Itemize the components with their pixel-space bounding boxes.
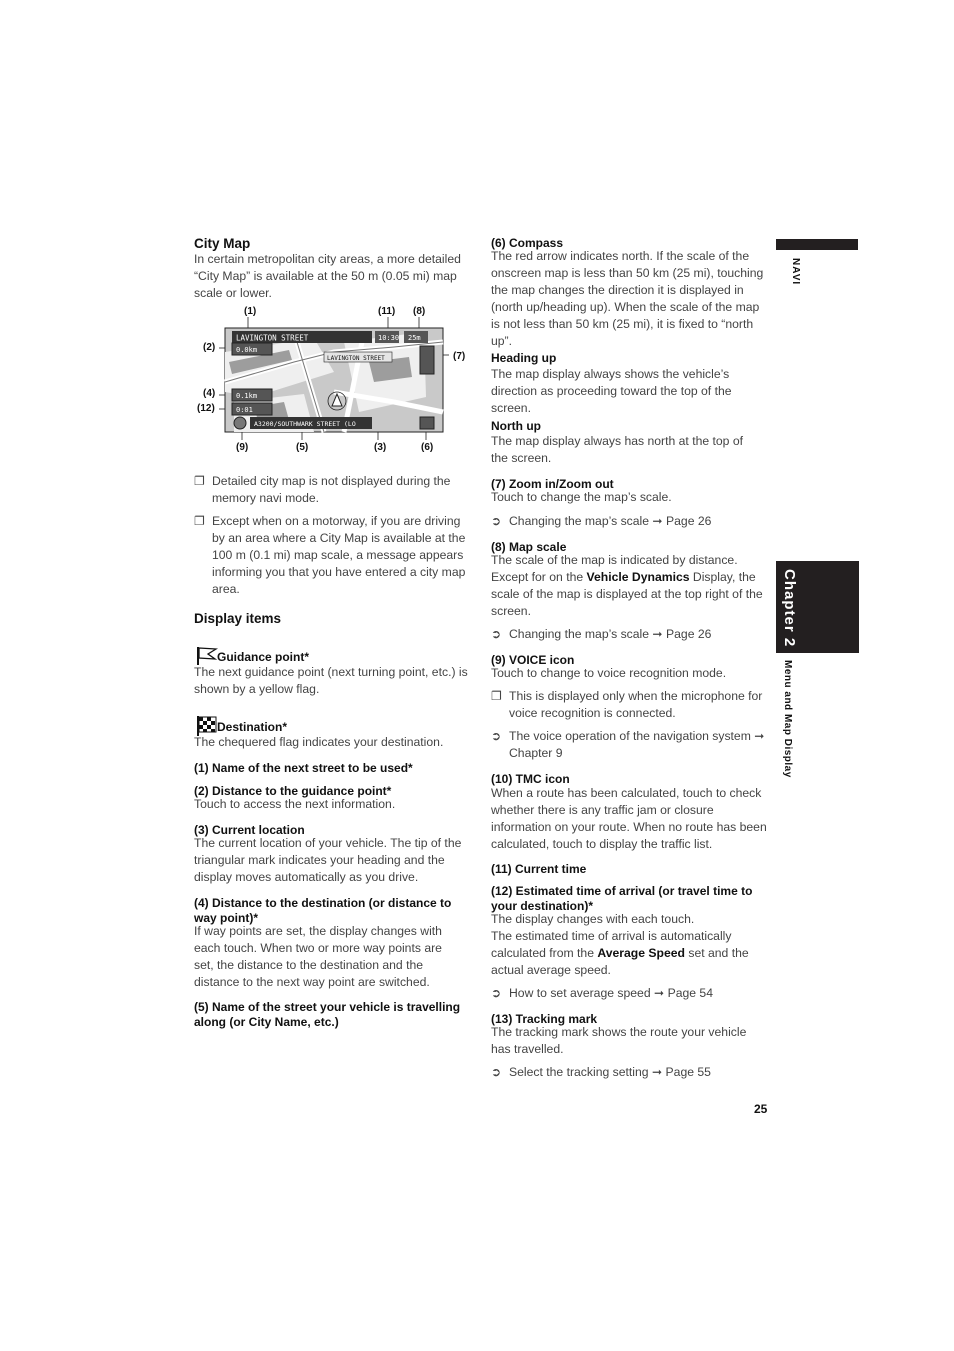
screen-scale: 25m [408,334,421,342]
item10-body: When a route has been calculated, touch to check whether there is any traffic jam or closure information on your route. When no route has been calculated, touch to display the traffic list. [491,786,767,851]
item8-reference-text: Changing the map’s scale ➞ Page 26 [509,627,712,641]
navi-label: NAVI [790,258,801,286]
destination-title: Destination* [217,720,288,734]
callout-5: (5) [296,442,309,453]
screen-street-top: LAVINGTON STREET [236,333,309,343]
item12-reference [491,985,767,1002]
item12-reference-text: How to set average speed ➞ Page 54 [509,986,713,1000]
item5-title: (5) Name of the street your vehicle is travelling along (or City Name, etc.) [194,1000,461,1029]
north-up-title: North up [491,419,541,433]
note-2 [194,513,468,598]
callout-4: (4) [203,388,216,399]
item13-reference-text: Select the tracking setting ➞ Page 55 [509,1065,711,1079]
callout-3: (3) [374,442,387,453]
item11-title: (11) Current time [491,862,587,876]
item10-title: (10) TMC icon [491,772,570,786]
note-1 [194,473,468,507]
callout-6: (6) [421,442,434,453]
item13-title: (13) Tracking mark [491,1012,598,1026]
heading-up-body: The map display always shows the vehicle’s direction as proceeding toward the top of the screen. [491,367,732,415]
item8-reference [491,626,767,643]
heading-up-title: Heading up [491,351,557,365]
guidance-point-title: Guidance point* [217,650,310,664]
item8-body-pre: The scale of the map is indicated by distance. Except for on the [491,553,738,584]
reference-arrow-icon: ➲ [491,986,502,1000]
vehicle-dynamics-term: Vehicle Dynamics [586,570,690,584]
display-items-heading: Display items [194,611,282,626]
item7-reference [491,513,767,530]
item9-note [491,688,767,722]
item9-reference [491,728,767,762]
average-speed-term: Average Speed [597,946,685,960]
reference-arrow-icon: ➲ [491,1065,502,1079]
chapter-tab [776,561,859,653]
item1-title: (1) Name of the next street to be used* [194,761,413,775]
item6-title: (6) Compass [491,236,564,250]
guidance-flag-icon [196,646,218,666]
item9-title: (9) VOICE icon [491,653,575,667]
item12-body2 [491,928,767,979]
item8-title: (8) Map scale [491,540,567,554]
screen-dist-guidance: 0.0km [236,346,258,354]
city-map-body: In certain metropolitan city areas, a more detailed “City Map” is available at the 50 m (0.05 mi) map scale or lower. [194,252,461,300]
reference-arrow-icon: ➲ [491,729,502,743]
callout-7: (7) [453,351,466,362]
item3-body: The current location of your vehicle. The tip of the triangular mark indicates your heading and the display moves automatically as you drive. [194,836,462,884]
callout-2: (2) [203,342,216,353]
screen-eta: 0:01 [236,406,253,414]
item9-reference-text: The voice operation of the navigation system ➞ Chapter 9 [509,729,765,760]
item8-body [491,552,767,620]
item9-note-text: This is displayed only when the microphone for voice recognition is connected. [509,689,763,720]
navi-tab-bar [776,239,858,250]
item12-body1: The display changes with each touch. [491,912,695,926]
guidance-point-body: The next guidance point (next turning point, etc.) is shown by a yellow flag. [194,665,468,696]
note-2-text: Except when on a motorway, if you are driving by an area where a City Map is available at the 100 m (0.1 mi) map scale, a message appears informing you that you have entered a city map area. [212,514,466,596]
note-box-icon: ❐ [194,514,205,528]
screen-dist-dest: 0.1km [236,392,258,400]
item13-body: The tracking mark shows the route your vehicle has travelled. [491,1025,747,1056]
note-box-icon: ❐ [491,689,502,703]
item13-reference [491,1064,767,1081]
chapter-label: Chapter 2 [781,569,798,648]
callout-1: (1) [244,306,257,317]
item3-title: (3) Current location [194,823,305,837]
item8-body-post: Display, the scale of the map is displayed at the top right of the screen. [491,570,763,618]
section-label: Menu and Map Display [782,660,793,778]
callout-12: (12) [197,403,215,414]
item2-body: Touch to access the next information. [194,797,396,811]
item7-title: (7) Zoom in/Zoom out [491,477,614,491]
callout-9: (9) [236,442,249,453]
city-map-heading: City Map [194,236,251,251]
item7-body: Touch to change the map’s scale. [491,490,672,504]
item12-body2-post: set and the actual average speed. [491,946,749,977]
callout-11: (11) [378,306,396,317]
item9-body: Touch to change to voice recognition mode. [491,666,727,680]
screen-bottom-street: A3200/SOUTHWARK STREET (LO [254,420,356,428]
city-map-figure [194,302,468,462]
item12-body2-pre: The estimated time of arrival is automatically calculated from the [491,929,732,960]
callout-8: (8) [413,306,426,317]
screen-time: 10:30 [378,334,400,342]
north-up-body: The map display always has north at the top of the screen. [491,434,744,465]
item4-body: If way points are set, the display changes with each touch. When two or more way points are set, the distance to the destination and the distance to the next way point are switched. [194,924,442,989]
reference-arrow-icon: ➲ [491,627,502,641]
note-1-text: Detailed city map is not displayed during the memory navi mode. [212,474,451,505]
page-number: 25 [754,1102,768,1116]
reference-arrow-icon: ➲ [491,514,502,528]
item6-body: The red arrow indicates north. If the scale of the onscreen map is less than 50 km (25 mi), touching the map changes the direction it is displayed in (north up/heading up). When the scale of the map is not less than 50 km (25 mi), it is fixed to “north up”. [491,249,764,348]
item7-reference-text: Changing the map’s scale ➞ Page 26 [509,514,712,528]
note-box-icon: ❐ [194,474,205,488]
item2-title: (2) Distance to the guidance point* [194,784,392,798]
city-map-screen [194,302,468,462]
screen-street-center: LAVINGTON STREET [327,355,385,362]
item12-title: (12) Estimated time of arrival (or travel time to your destination)* [491,884,753,913]
destination-body: The chequered flag indicates your destination. [194,735,444,749]
item4-title: (4) Distance to the destination (or distance to way point)* [194,896,452,925]
